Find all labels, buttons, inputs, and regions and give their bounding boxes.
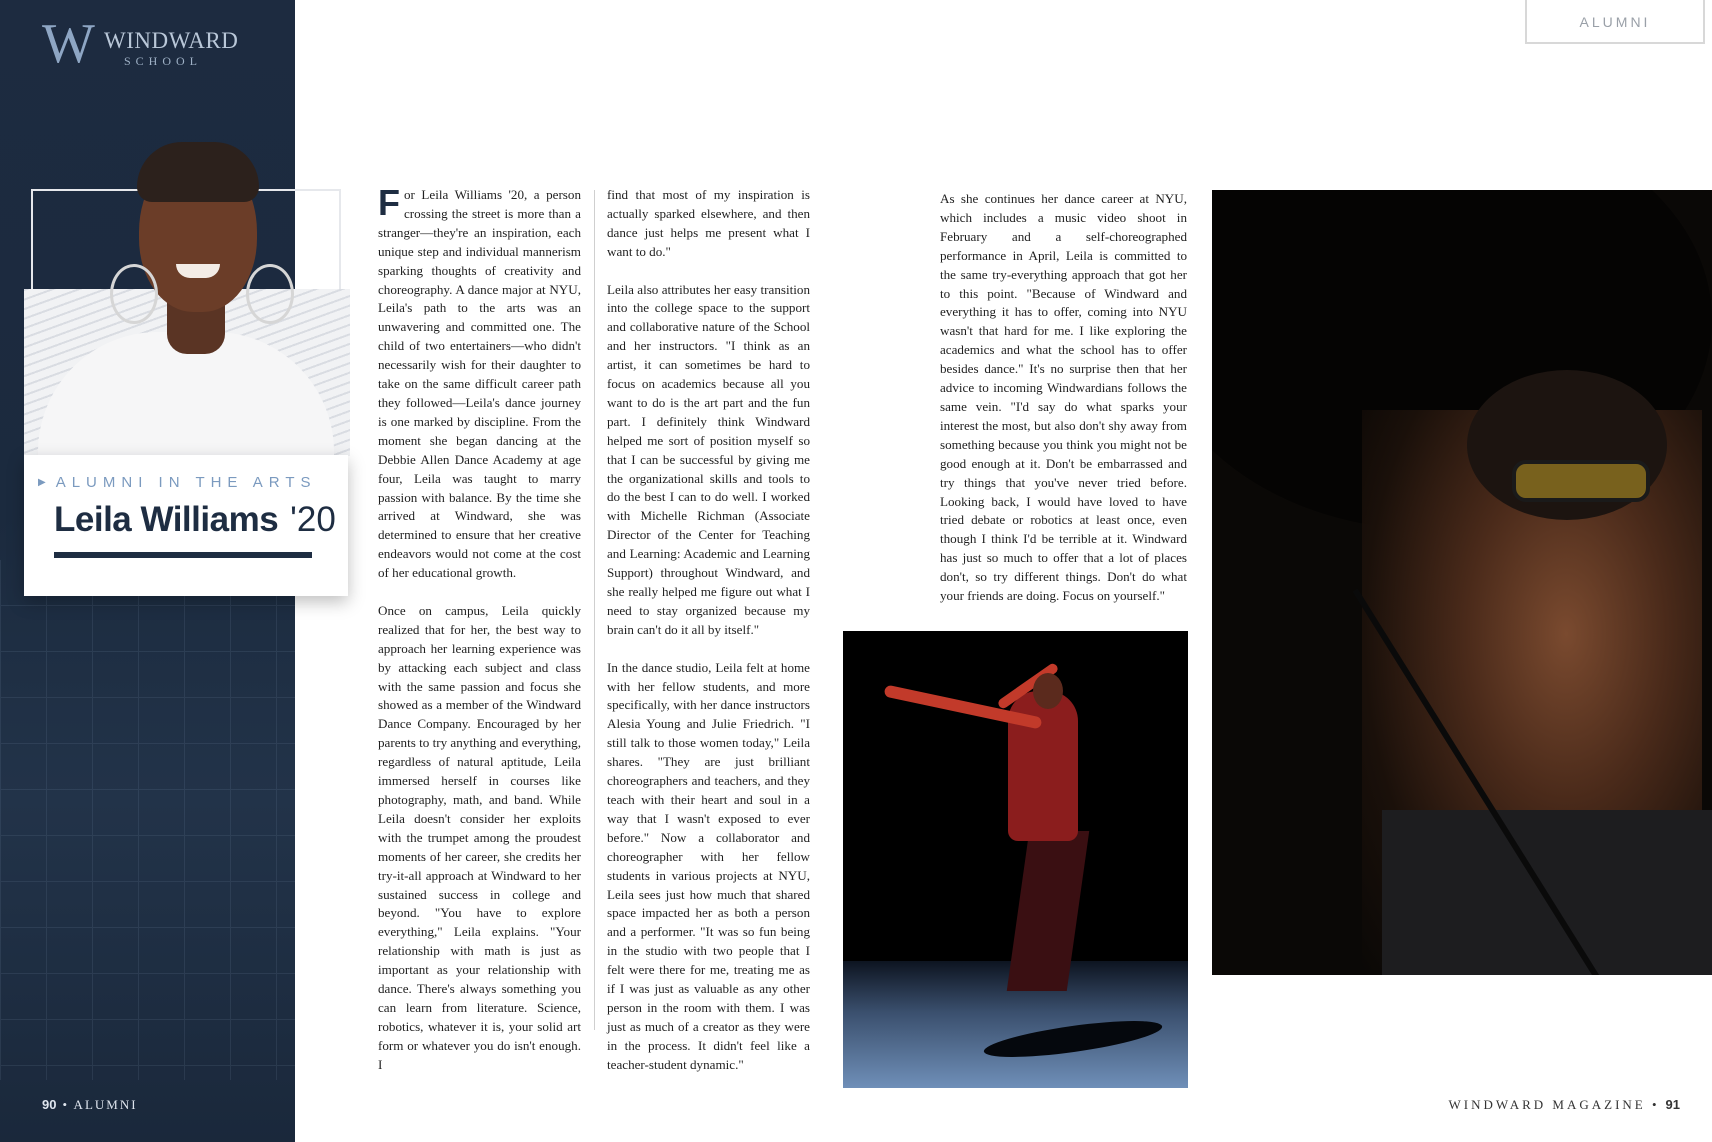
left-folio-label: • ALUMNI xyxy=(62,1097,138,1112)
paragraph-3: find that most of my inspiration is actually sparked elsewhere, and then dance just helps me present what I want to do." xyxy=(607,187,810,259)
section-tab: ALUMNI xyxy=(1525,0,1705,44)
title-underline xyxy=(54,552,312,558)
section-kicker xyxy=(38,474,317,491)
right-page-number: 91 xyxy=(1665,1097,1680,1112)
sidebar-background-texture xyxy=(0,560,295,1080)
alumna-portrait-photo xyxy=(24,134,350,456)
drop-cap: F xyxy=(378,182,400,223)
class-year: '20 xyxy=(290,500,336,539)
paragraph-4: Leila also attributes her easy transition into the college space to the support and collaborative nature of the School and her instructors. "I think as an artist, it can sometimes be hard to focus on academics because all you want to do is the art part and the fun part. I definitely think Windward helped me sort of position myself so that I can be successful by giving me the organizational skills and tools to do the best I can to do well. I worked with Michelle Richman (Associate Director of the Center for Teaching and Learning: Academic and Learning Support) throughout Windward, and she really helped me figure out what I need to stay organized because my brain can't do it all by itself." xyxy=(607,281,810,637)
article-column-2 xyxy=(607,186,810,1093)
right-folio xyxy=(1449,1097,1681,1113)
left-folio xyxy=(42,1097,138,1113)
left-earring xyxy=(110,264,158,324)
kicker-triangle-icon: ▶ xyxy=(38,477,46,488)
paragraph-1-text: or Leila Williams '20, a person crossing the street is more than a stranger—they're an inspiration, each unique step and individual mannerism sparking thoughts of creativity and choreography. A dance major at NYU, Leila's path to the arts was an unwavering and committed one. The child of two entertainers—who didn't necessarily wish for their daughter to take on the same difficult career path they followed—Leila's dance journey is one marked by discipline. From the moment she began dancing at the Debbie Allen Dance Academy at age four, Leila was taught to marry passion with balance. By the time she arrived at Windward, she was determined to ensure that her creative endeavors would not come at the cost of her educational growth. xyxy=(378,187,581,581)
subject-sunglasses xyxy=(1512,460,1650,502)
left-page-number: 90 xyxy=(42,1097,57,1112)
paragraph-5: In the dance studio, Leila felt at home with her fellow students, and more specifically, with her dance instructors Alesia Young and Julie Friedrich. "I still talk to those women today," Leila shares. "They are just brilliant choreographers and teachers, and they teach with their heart and soul in a way that I wasn't exposed to ever before." Now a collaborator and choreographer with her fellow students in various projects at NYU, Leila sees just how much that shared space impacted her as both a person and a performer. "It was so fun being in the studio with two people that I felt were there for me, treating me as if I was just as valuable as any other person in the room with them. I was just as much of a creator as they were in the process. It didn't feel like a teacher-student dynamic." xyxy=(607,659,810,1072)
logo-letter: W xyxy=(42,13,95,75)
umbrella-portrait-photo xyxy=(1212,190,1712,975)
article-column-1 xyxy=(378,182,581,1093)
right-folio-label: WINDWARD MAGAZINE • xyxy=(1448,1097,1660,1112)
kicker-text: ALUMNI IN THE ARTS xyxy=(55,474,317,491)
dance-performance-photo xyxy=(843,631,1188,1088)
alumna-name-title xyxy=(54,500,336,540)
portrait-hair xyxy=(137,142,259,202)
paragraph-1 xyxy=(378,182,581,583)
windward-school-logo xyxy=(42,13,242,75)
dancer-head xyxy=(1033,673,1063,709)
logo-subtitle: SCHOOL xyxy=(124,54,203,68)
alumna-name: Leila Williams xyxy=(54,500,279,539)
logo-name: WINDWARD xyxy=(104,28,239,53)
column-divider xyxy=(594,190,595,1030)
right-earring xyxy=(246,264,294,324)
article-column-3 xyxy=(940,190,1187,625)
paragraph-2: Once on campus, Leila quickly realized that for her, the best way to approach her learning experience was by attacking each subject and class with the same passion and focus she showed as a member of the Windward Dance Company. Encouraged by her parents to try anything and everything, regardless of natural aptitude, Leila immersed herself in courses like photography, math, and band. While Leila doesn't consider her exploits with the trumpet among the proudest moments of her career, she credits her try-it-all approach at Windward to her sustained success in college and beyond. "You have to explore everything," Leila explains. "Your relationship with math is just as important as your relationship with dance. There's always something you can learn from literature. Science, robotics, whatever it is, your solid art form or whatever you do isn't enough. I xyxy=(378,602,581,1072)
paragraph-6: As she continues her dance career at NYU, which includes a music video shoot in February and a self-choreographed performance in April, Leila is committed to the same try-everything approach that got her to this point. "Because of Windward and everything it has to offer, coming into NYU wasn't that hard for me. I like exploring the academics and what the school has to offer besides dance." It's no surprise then that her advice to incoming Windwardians follows the same vein. "I'd say do what sparks your interest the most, but also don't shy away from something because you think you might not be good enough at it. Don't be embarrassed and try things that you've never tried before. Looking back, I would have loved to have tried debate or robotics at least once, even though I think I'd be terrible at it. Windward has just so much to offer that a lot of places don't, so try different things. Don't do what your friends are doing. Focus on yourself." xyxy=(940,191,1187,604)
